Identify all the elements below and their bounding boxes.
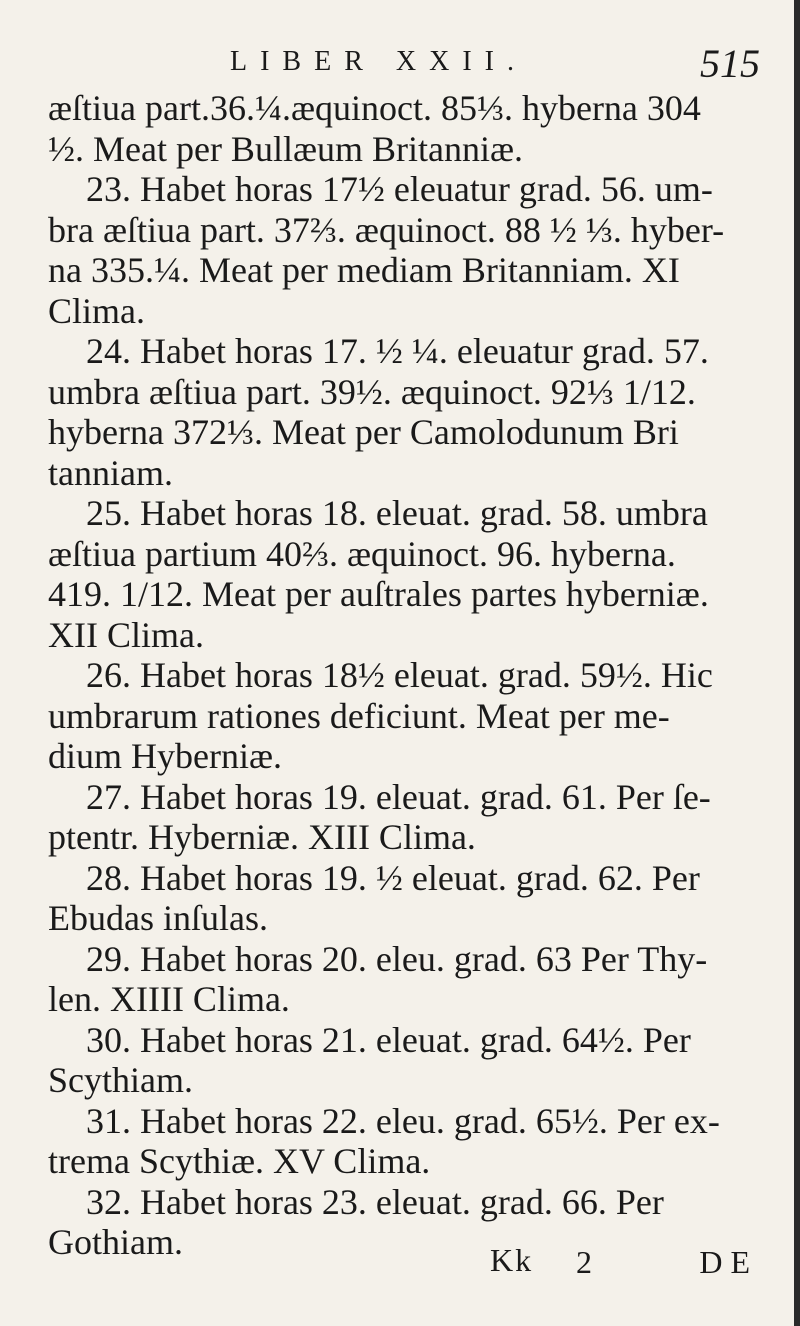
text-line: na 335.¼. Meat per mediam Britanniam. XI [48,250,680,290]
text-line: umbrarum rationes deficiunt. Meat per me- [48,695,670,736]
body-text [48,88,768,1263]
page-number: 515 [700,41,760,86]
page-footer [490,1242,770,1282]
text-line: æſtiua part.36.¼.æquinoct. 85⅓. hyberna 304 [48,88,701,128]
text-line: tanniam. [48,452,173,493]
text-line: umbra æſtiua part. 39½. æquinoct. 92⅓ 1/12. [48,371,696,412]
signature-number: 2 [576,1244,592,1280]
text-line: hyberna 372⅓. Meat per Camolodunum Bri [48,412,679,452]
text-line: 27. Habet horas 19. eleuat. grad. 61. Per ſe- [86,776,711,817]
text-line: Clima. [48,290,145,331]
running-head: LIBER XXII. [230,46,527,77]
text-line: bra æſtiua part. 37⅔. æquinoct. 88 ½ ⅓. hyber- [48,209,725,250]
text-line: 419. 1/12. Meat per auſtrales partes hyberniæ. [48,574,709,614]
text-line: Gothiam. [48,1222,183,1262]
text-line: 30. Habet horas 21. eleuat. grad. 64½. Per [86,1019,691,1060]
catchword: DE [699,1244,758,1280]
text-line: 26. Habet horas 18½ eleuat. grad. 59½. Hic [86,655,713,695]
text-line: ptentr. Hyberniæ. XIII Clima. [48,817,476,857]
text-line: 24. Habet horas 17. ½ ¼. eleuatur grad. 57. [86,331,709,371]
text-line: Scythiam. [48,1060,193,1100]
text-line: dium Hyberniæ. [48,736,282,776]
signature-mark: Kk [490,1242,534,1278]
text-line: æſtiua partium 40⅔. æquinoct. 96. hyberna. [48,533,676,574]
text-line: 31. Habet horas 22. eleu. grad. 65½. Per ex- [86,1100,720,1141]
text-line: 28. Habet horas 19. ½ eleuat. grad. 62. Per [86,857,700,898]
text-line: ½. Meat per Bullæum Britanniæ. [48,128,523,169]
text-line: len. XIIII Clima. [48,979,290,1019]
text-line: 29. Habet horas 20. eleu. grad. 63 Per Thy- [86,938,708,979]
text-line: Ebudas inſulas. [48,898,268,938]
text-line: XII Clima. [48,614,204,655]
text-line: trema Scythiæ. XV Clima. [48,1141,431,1181]
text-line: 23. Habet horas 17½ eleuatur grad. 56. um- [86,169,713,209]
text-line: 32. Habet horas 23. eleuat. grad. 66. Per [86,1181,664,1222]
text-line: 25. Habet horas 18. eleuat. grad. 58. umbra [86,493,708,533]
